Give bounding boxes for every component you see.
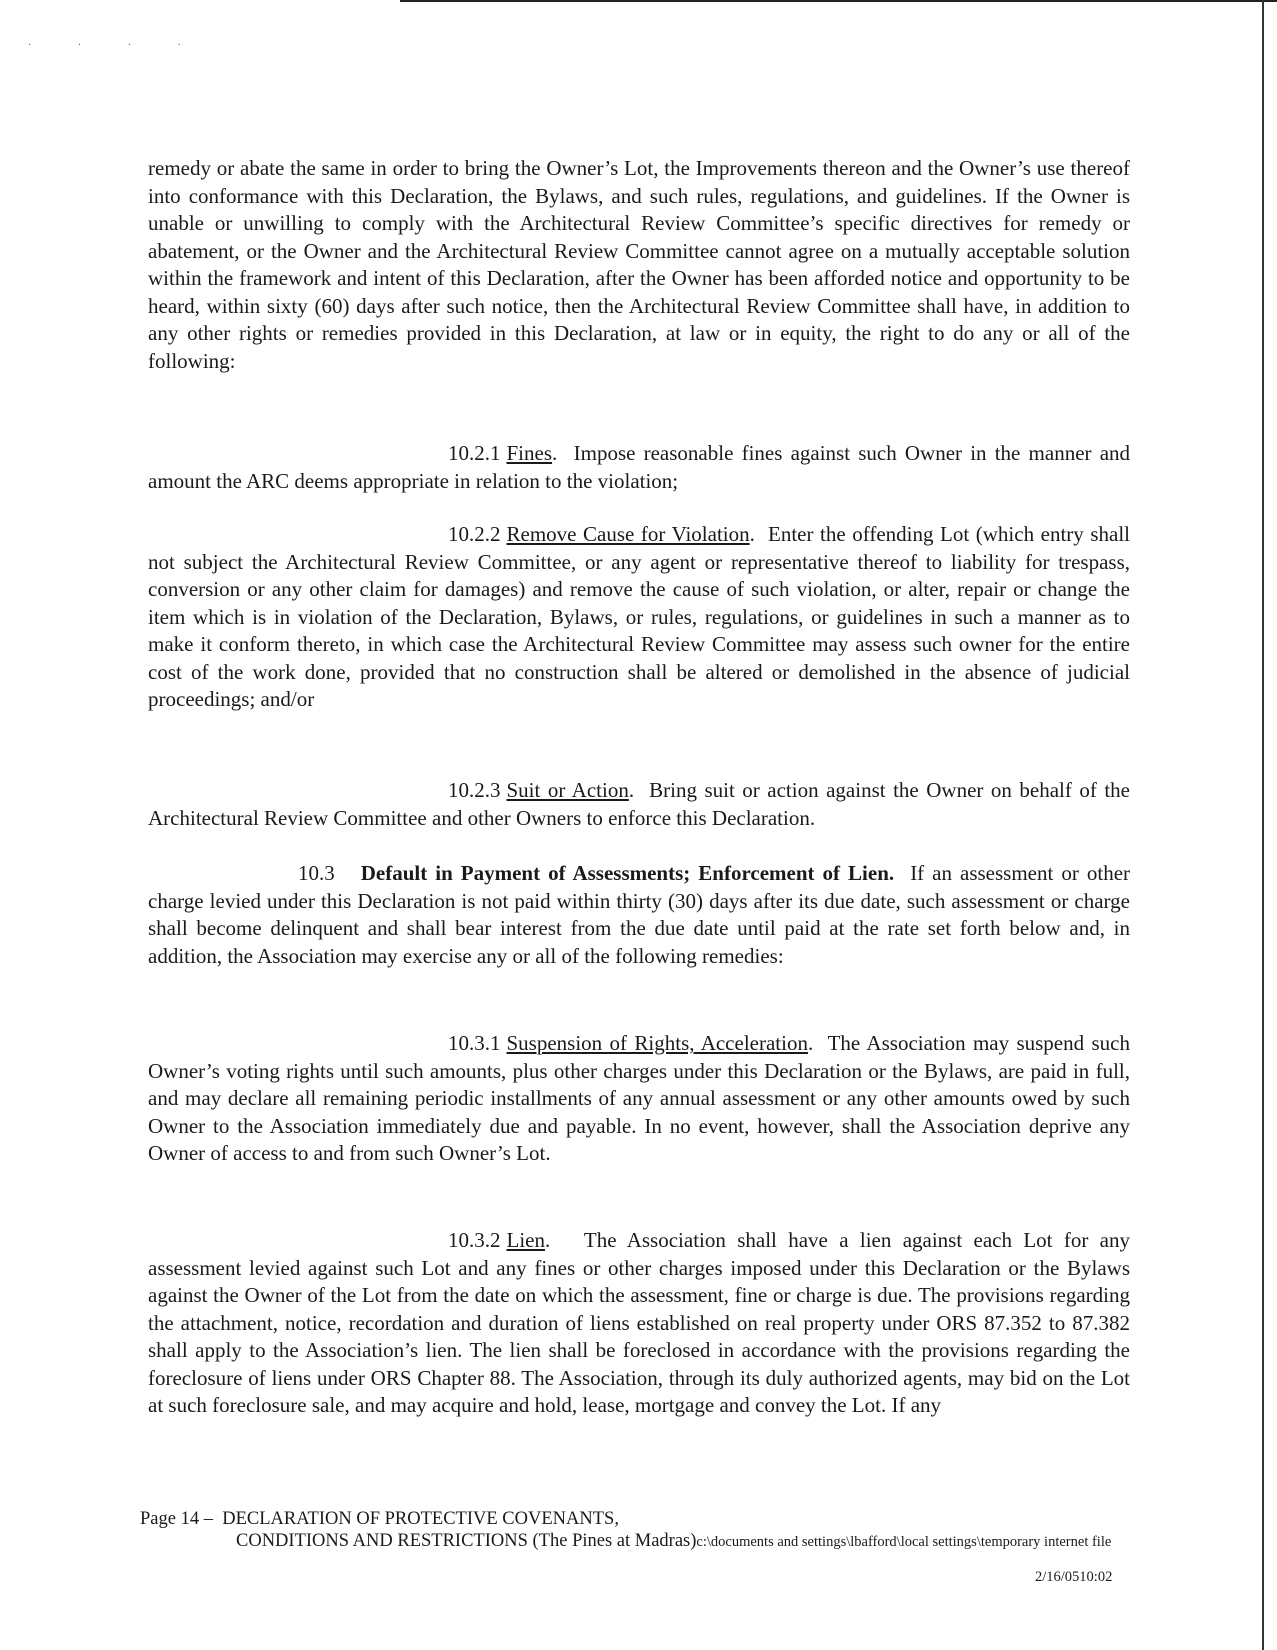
intro-paragraph: remedy or abate the same in order to bring the Owner’s Lot, the Improvements thereon and the Owner’s use thereof into conformance with this Declaration, the Bylaws, and such rules, regulations, and guidelines. If the Owner is unable or unwilling to comply with the Architectural Review Committee’s specific directives for remedy or abatement, or the Owner and the Architectural Review Committee cannot agree on a mutually acceptable solution within the framework and intent of this Declaration, after the Owner has been afforded notice and opportunity to be heard, within sixty (60) days after such notice, then the Architectural Review Committee shall have, in addition to any other rights or remedies provided in this Declaration, at law or in equity, the right to do any or all of the following: [148, 156, 1130, 373]
section-text: The Association shall have a lien against each Lot for any assessment levied against such Lot and any fines or other charges imposed under this Declaration or the Bylaws against the Owner of the Lot from the date on which the assessment, fine or charge is due. The provisions regarding the attachment, notice, recordation and duration of liens established on real property under ORS 87.352 to 87.382 shall apply to the Association’s lien. The lien shall be foreclosed in accordance with the provisions regarding the foreclosure of liens under ORS Chapter 88. The Association, through its duly authorized agents, may bid on the Lot at such foreclosure sale, and may acquire and hold, lease, mortgage and convey the Lot. If any [148, 1228, 1130, 1417]
section-text: Bring suit or action against the Owner on behalf of the Architectural Review Committee and other Owners to enforce this Declaration. [148, 778, 1131, 830]
footer-line-2 [140, 1530, 1111, 1553]
section-10-2-3: 10.2.3 Suit or Action. Bring suit or action against the Owner on behalf of the Architectural Review Committee and other Owners to enforce this Declaration. [148, 778, 1131, 830]
section-number: 10.2.3 [448, 778, 501, 802]
section-text: If an assessment or other charge levied under this Declaration is not paid within thirty (30) days after its due date, such assessment or charge shall become delinquent and shall bear interest from the due date until paid at the rate set forth below and, in addition, the Association may exercise any or all of the following remedies: [148, 861, 1131, 968]
section-number: 10.2.1 [448, 441, 501, 465]
section-heading: Suit or Action [506, 778, 629, 802]
section-number: 10.3 [298, 861, 335, 885]
section-10-3-2: 10.3.2 Lien. The Association shall have a lien against each Lot for any assessment levied against such Lot and any fines or other charges imposed under this Declaration or the Bylaws against the Owner of the Lot from the date on which the assessment, fine or charge is due. The provisions regarding the attachment, notice, recordation and duration of liens established on real property under ORS 87.352 to 87.382 shall apply to the Association’s lien. The lien shall be foreclosed in accordance with the provisions regarding the foreclosure of liens under ORS Chapter 88. The Association, through its duly authorized agents, may bid on the Lot at such foreclosure sale, and may acquire and hold, lease, mortgage and convey the Lot. If any [148, 1228, 1130, 1417]
scan-specks: · · · · [28, 40, 203, 51]
section-heading: Lien [506, 1228, 545, 1252]
page-label: Page 14 – [140, 1509, 213, 1529]
section-number: 10.3.1 [448, 1031, 501, 1055]
section-text: Impose reasonable fines against such Owner in the manner and amount the ARC deems appropriate in relation to the violation; [148, 441, 1131, 493]
file-path: c:\documents and settings\lbafford\local settings\temporary internet filе [696, 1534, 1112, 1550]
section-heading: Suspension of Rights, Acceleration [506, 1031, 808, 1055]
section-10-2-1: 10.2.1 Fines. Impose reasonable fines against such Owner in the manner and amount the ARC deems appropriate in relation to the violation; [148, 441, 1131, 493]
section-10-3: 10.3 Default in Payment of Assessments; Enforcement of Lien. If an assessment or other charge levied under this Declaration is not paid within thirty (30) days after its due date, such assessment or charge shall become delinquent and shall bear interest from the due date until paid at the rate set forth below and, in addition, the Association may exercise any or all of the following remedies: [148, 861, 1131, 968]
footer-title-line-2: CONDITIONS AND RESTRICTIONS (The Pines at Madras) [236, 1531, 697, 1551]
footer-title-line-1: DECLARATION OF PROTECTIVE COVENANTS, [222, 1509, 619, 1529]
section-number: 10.2.2 [448, 522, 501, 546]
section-heading: Remove Cause for Violation [506, 522, 750, 546]
section-10-3-1: 10.3.1 Suspension of Rights, Acceleration. The Association may suspend such Owner’s voting rights until such amounts, plus other charges under this Declaration or the Bylaws, are paid in full, and may declare all remaining periodic installments of any annual assessment or any other amounts owed by such Owner to the Association immediately due and payable. In no event, however, shall the Association deprive any Owner of access to and from such Owner’s Lot. [148, 1031, 1130, 1165]
right-edge-rule [1262, 0, 1264, 1650]
section-number: 10.3.2 [448, 1228, 501, 1252]
section-heading: Default in Payment of Assessments; Enforcement of Lien [360, 861, 889, 885]
section-text: The Association may suspend such Owner’s voting rights until such amounts, plus other charges under this Declaration or the Bylaws, are paid in full, and may declare all remaining periodic installments of any annual assessment or any other amounts owed by such Owner to the Association immediately due and payable. In no event, however, shall the Association deprive any Owner of access to and from such Owner’s Lot. [148, 1031, 1130, 1165]
date-stamp: 2/16/0510:02 [1035, 1569, 1113, 1585]
section-10-2-2: 10.2.2 Remove Cause for Violation. Enter the offending Lot (which entry shall not subject the Architectural Review Committee, or any agent or representative thereof to liability for trespass, conversion or any other claim for damages) and remove the cause of such violation, or alter, repair or change the item which is in violation of the Declaration, Bylaws, or rules, regulations, or guidelines in such a manner as to make it conform thereto, in which case the Architectural Review Committee may assess such owner for the entire cost of the work done, provided that no construction shall be altered or demolished in the absence of judicial proceedings; and/or [148, 522, 1130, 711]
top-edge-rule [400, 0, 1277, 2]
footer-line-1 [140, 1508, 1111, 1530]
section-heading: Fines [506, 441, 553, 465]
section-text: Enter the offending Lot (which entry shall not subject the Architectural Review Committee, or any agent or representative thereof to liability for trespass, conversion or any other claim for damages) and remove the cause of such violation, or alter, repair or change the item which is in violation of the Declaration, Bylaws, or rules, regulations, or guidelines in such a manner as to make it conform thereto, in which case the Architectural Review Committee may assess such owner for the entire cost of the work done, provided that no construction shall be altered or demolished in the absence of judicial proceedings; and/or [148, 522, 1130, 711]
page-footer [140, 1508, 1111, 1553]
